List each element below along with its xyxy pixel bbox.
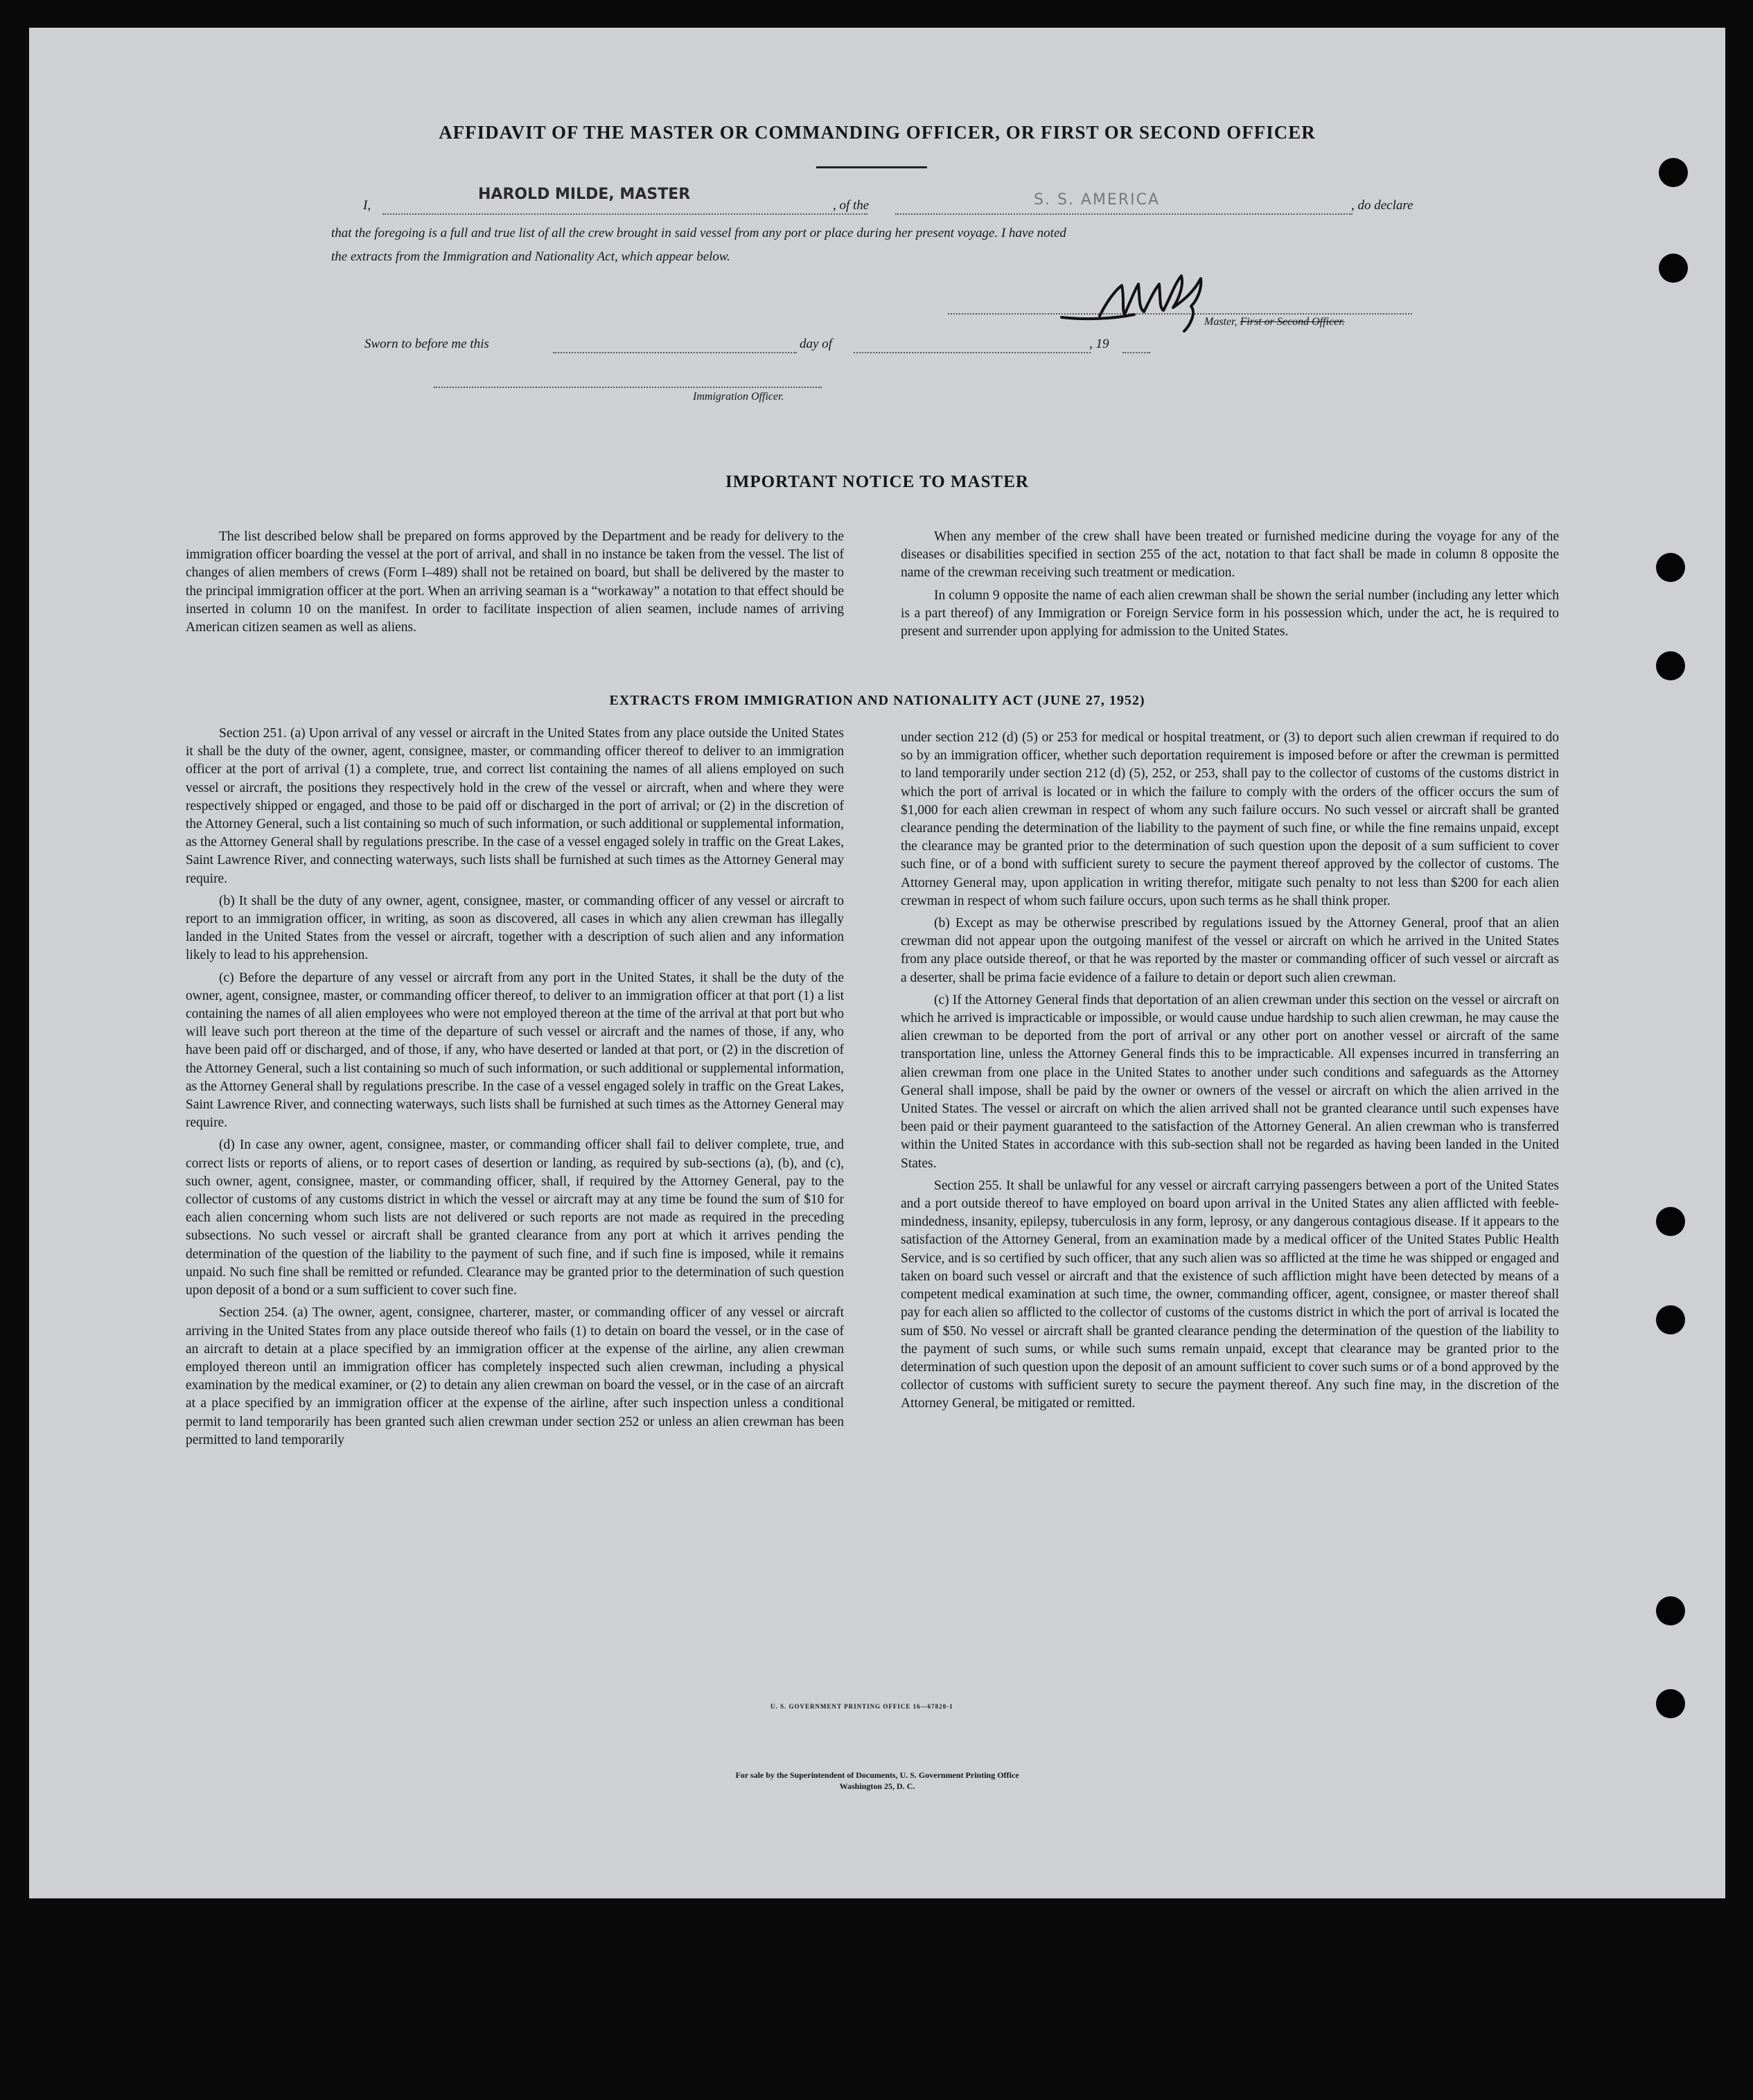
notice-paragraph: The list described below shall be prepared on forms approved by the Department and be ready for delivery to the immigration officer boarding the vessel at the port of arrival, and shall in no instance be taken from the vessel. The list of changes of alien members of crews (Form I–489) shall not be retained on board, but shall be delivered by the master to the principal immigration officer at the port. When an arriving seaman is a “workaway” a notation to that effect should be inserted in column 10 on the manifest. In order to facilitate inspection of alien seamen, include names of arriving American citizen seamen as well as aliens. [186, 529, 844, 635]
extract-paragraph: (b) It shall be the duty of any owner, agent, consignee, master, or commanding officer of any vessel or aircraft to report to an immigration officer, in writing, as soon as discovered, all cases in which any alien crewman has illegally landed in the United States from the vessel or aircraft, together with a description of such alien and any information likely to lead to his apprehension. [186, 893, 844, 963]
extract-paragraph: (b) Except as may be otherwise prescribed by regulations issued by the Attorney General, proof that an alien crewman did not appear upon the outgoing manifest of the vessel or aircraft on which he arrived in the United States from any place outside thereof, or that he was reported by the master or commanding officer of such vessel or aircraft as a deserter, shall be prima facie evidence of a failure to detain or deport such alien crewman. [901, 916, 1559, 985]
sworn-month-line [854, 352, 1091, 353]
notice-title: IMPORTANT NOTICE TO MASTER [725, 473, 1029, 491]
extract-paragraph: (c) Before the departure of any vessel or aircraft from any port in the United States, it shall be the duty of the owner, agent, consignee, master, or commanding officer thereof, to deliver to an immigration officer at that port (1) a list containing the names of all alien employees who were not employed thereon at the time of the arrival at that port but who will leave such port thereon at the time of the departure of such vessel or aircraft and the names of those, if any, who have been paid off or discharged, and of those, if any, who have deserted or landed at that port, or (2) in the discretion of the Attorney General, such a list containing so much of such information, or such additional or supplemental information, as the Attorney General shall by regulations prescribe. In the case of a vessel engaged solely in traffic on the Great Lakes, Saint Lawrence River, and connecting waterways, such lists shall be furnished at such times as the Attorney General may require. [186, 970, 844, 1131]
extracts-title: EXTRACTS FROM IMMIGRATION AND NATIONALITY ACT (JUNE 27, 1952) [609, 693, 1145, 708]
extract-paragraph: Section 254. (a) The owner, agent, consignee, charterer, master, or commanding officer of any vessel or aircraft arriving in the United States from any place outside thereof who fails (1) to detain on board the vessel, or in the case of an aircraft to detain at a place specified by an immigration officer at the expense of the airline, any alien crewman employed thereon until an immigration officer has completely inspected such alien crewman, including a physical examination by the medical examiner, or (2) to detain any alien crewman on board the vessel, or in the case of an aircraft at a place specified by an immigration officer at the expense of the airline, after such inspection unless a conditional permit to land temporarily has been granted such alien crewman under section 252 or unless an alien crewman has been permitted to land temporarily [186, 1305, 844, 1447]
master-label: Master, First or Second Officer. [1204, 316, 1345, 328]
sworn-day-line [553, 352, 797, 353]
sworn-year-line [1122, 352, 1150, 353]
immigration-officer-line [434, 387, 822, 388]
do-declare-label: , do declare [1351, 198, 1413, 213]
extract-paragraph: Section 251. (a) Upon arrival of any vessel or aircraft in the United States from any place outside the United States it shall be the duty of the owner, agent, consignee, master, or commanding officer thereof to deliver to an immigration officer at the port of arrival (1) a complete, true, and correct list containing the names of all aliens employed on such vessel or aircraft, the positions they respectively hold in the crew of the vessel or aircraft, when and where they were respectively shipped or engaged, and those to be paid off or discharged in the port of arrival; or (2) in the discretion of the Attorney General, such a list containing so much of such information, or such additional or supplemental information, as the Attorney General shall by regulations prescribe. In the case of a vessel engaged solely in traffic on the Great Lakes, Saint Lawrence River, and connecting waterways, such lists shall be furnished at such times as the Attorney General may require. [186, 726, 844, 886]
name-field-line [382, 213, 867, 215]
year-label: , 19 [1089, 337, 1109, 351]
sale-notice [29, 1770, 1725, 1792]
day-of-label: day of [800, 337, 832, 351]
notice-left-column [186, 528, 844, 641]
sale-line-2: Washington 25, D. C. [839, 1781, 915, 1791]
notice-paragraph: In column 9 opposite the name of each alien crewman shall be shown the serial number (including any letter which is a part thereof) of any Immigration or Foreign Service form in his possession which, under the act, he is required to present and surrender upon applying for admission to the United States. [901, 588, 1559, 639]
punch-hole [1659, 158, 1688, 187]
declaration-line-2: the extracts from the Immigration and Nationality Act, which appear below. [331, 249, 730, 264]
extracts-left-column [186, 725, 844, 1454]
punch-hole [1656, 1689, 1685, 1718]
sworn-label: Sworn to before me this [364, 337, 489, 351]
punch-hole [1656, 1207, 1685, 1236]
sale-line-1: For sale by the Superintendent of Documents, U. S. Government Printing Office [735, 1770, 1019, 1780]
declaration-line-1: that the foregoing is a full and true list of all the crew brought in said vessel from any port or place during her present voyage. I have noted [331, 226, 1066, 240]
i-label: I, [363, 198, 371, 213]
gpo-line: U. S. GOVERNMENT PRINTING OFFICE 16—67820-1 [770, 1703, 953, 1710]
vessel-field: S. S. AMERICA [1034, 191, 1161, 209]
notice-paragraph: When any member of the crew shall have been treated or furnished medicine during the voyage for any of the diseases or disabilities specified in section 255 of the act, notation to that fact shall be made in column 8 opposite the name of the crewman receiving such treatment or medication. [901, 529, 1559, 581]
punch-hole [1656, 651, 1685, 680]
immigration-officer-label: Immigration Officer. [693, 391, 784, 403]
of-the-label: , of the [833, 198, 870, 213]
document-page [29, 28, 1725, 1898]
extract-paragraph: (d) In case any owner, agent, consignee, master, or commanding officer shall fail to deliver complete, true, and correct lists or reports of aliens, or to report cases of desertion or landing, as required by sub-sections (a), (b), and (c), such owner, agent, consignee, master, or commanding officer, shall, if required by the Attorney General, pay to the collector of customs of any customs district in which the vessel or aircraft may at any time be found the sum of $10 for each alien concerning whom such lists are not delivered or such reports are not made as required in the preceding subsections. No such vessel or aircraft shall be granted clearance from any port at which it arrives pending the determination of the question of the liability to the payment of such fine, and if such fine is imposed, while it remains unpaid. No such fine shall be remitted or refunded. Clearance may be granted prior to the determination of such question upon deposit of a bond or a sum sufficient to cover such fine. [186, 1138, 844, 1298]
punch-hole [1656, 553, 1685, 582]
punch-hole [1656, 1596, 1685, 1625]
notice-right-column [901, 528, 1559, 645]
extract-paragraph: under section 212 (d) (5) or 253 for medical or hospital treatment, or (3) to deport such alien crewman if required to do so by an immigration officer, whether such deportation requirement is imposed before or after the crewman is permitted to land temporarily under section 212 (d) (5), 252, or 253, shall pay to the collector of customs of the customs district in which the port of arrival is located or in which the failure to comply with the orders of the officer occurs the sum of $1,000 for each alien crewman in respect of whom any such failure occurs. No such vessel or aircraft shall be granted clearance pending the determination of the liability to the payment of such fine, or while the fine remains unpaid, except the clearance may be granted prior to the determination of such question upon the deposit of a sum sufficient to cover such fine, or of a bond with sufficient surety to secure the payment thereof approved by the collector of customs. The Attorney General may, upon application in writing therefor, mitigate such penalty to not less than $200 for each alien crewman in respect of whom such failure occurs, upon such terms as he shall think proper. [901, 730, 1559, 908]
extracts-right-column [901, 729, 1559, 1418]
vessel-field-line [895, 213, 1353, 215]
extract-paragraph: (c) If the Attorney General finds that deportation of an alien crewman under this section on the vessel or aircraft on which he arrived is impracticable or impossible, or would cause undue hardship to such alien crewman, he may cause the alien crewman to be deported from the port of arrival or any other port on another vessel or aircraft of the same transportation line, unless the Attorney General finds this to be impracticable. All expenses incurred in transferring an alien crewman from one place in the United States to another under such conditions and safeguards as the Attorney General shall impose, shall be paid by the owner or owners of the vessel or aircraft on which the alien arrived in the United States. The vessel or aircraft on which the alien arrived shall not be granted clearance until such expenses have been paid or their payment guaranteed to the satisfaction of the Attorney General. An alien crewman who is transferred within the United States in accordance with this sub-section shall not be regarded as having been landed in the United States. [901, 992, 1559, 1171]
title-rule [816, 166, 927, 168]
affidavit-title: AFFIDAVIT OF THE MASTER OR COMMANDING OFFICER, OR FIRST OR SECOND OFFICER [439, 122, 1316, 143]
extract-paragraph: Section 255. It shall be unlawful for any vessel or aircraft carrying passengers between a port of the United States and a port outside thereof to have employed on board upon arrival in the United States any alien afflicted with feeble-mindedness, insanity, epilepsy, tuberculosis in any form, leprosy, or any dangerous contagious disease. If it appears to the satisfaction of the Attorney General, from an examination made by a medical officer of the United States Public Health Service, and is so certified by such officer, that any such alien was so afflicted at the time he was shipped or engaged and taken on board such vessel or aircraft and that the existence of such affliction might have been detected by means of a competent medical examination at such time, the owner, commanding officer, agent, consignee, or master thereof shall pay for each alien so afflicted to the collector of customs of the customs district in which the port of arrival is located the sum of $50. No vessel or aircraft shall be granted clearance pending the determination of the question of the liability to the payment of such sums, or while such sums remain unpaid, except that clearance may be granted prior to the determination of such question upon the deposit of an amount sufficient to cover such sums or of a bond approved by the collector of customs with sufficient surety to secure the payment thereof. Any such fine may, in the discretion of the Attorney General, be mitigated or remitted. [901, 1178, 1559, 1411]
name-field: HAROLD MILDE, MASTER [478, 186, 691, 203]
punch-hole [1659, 254, 1688, 283]
punch-hole [1656, 1305, 1685, 1334]
